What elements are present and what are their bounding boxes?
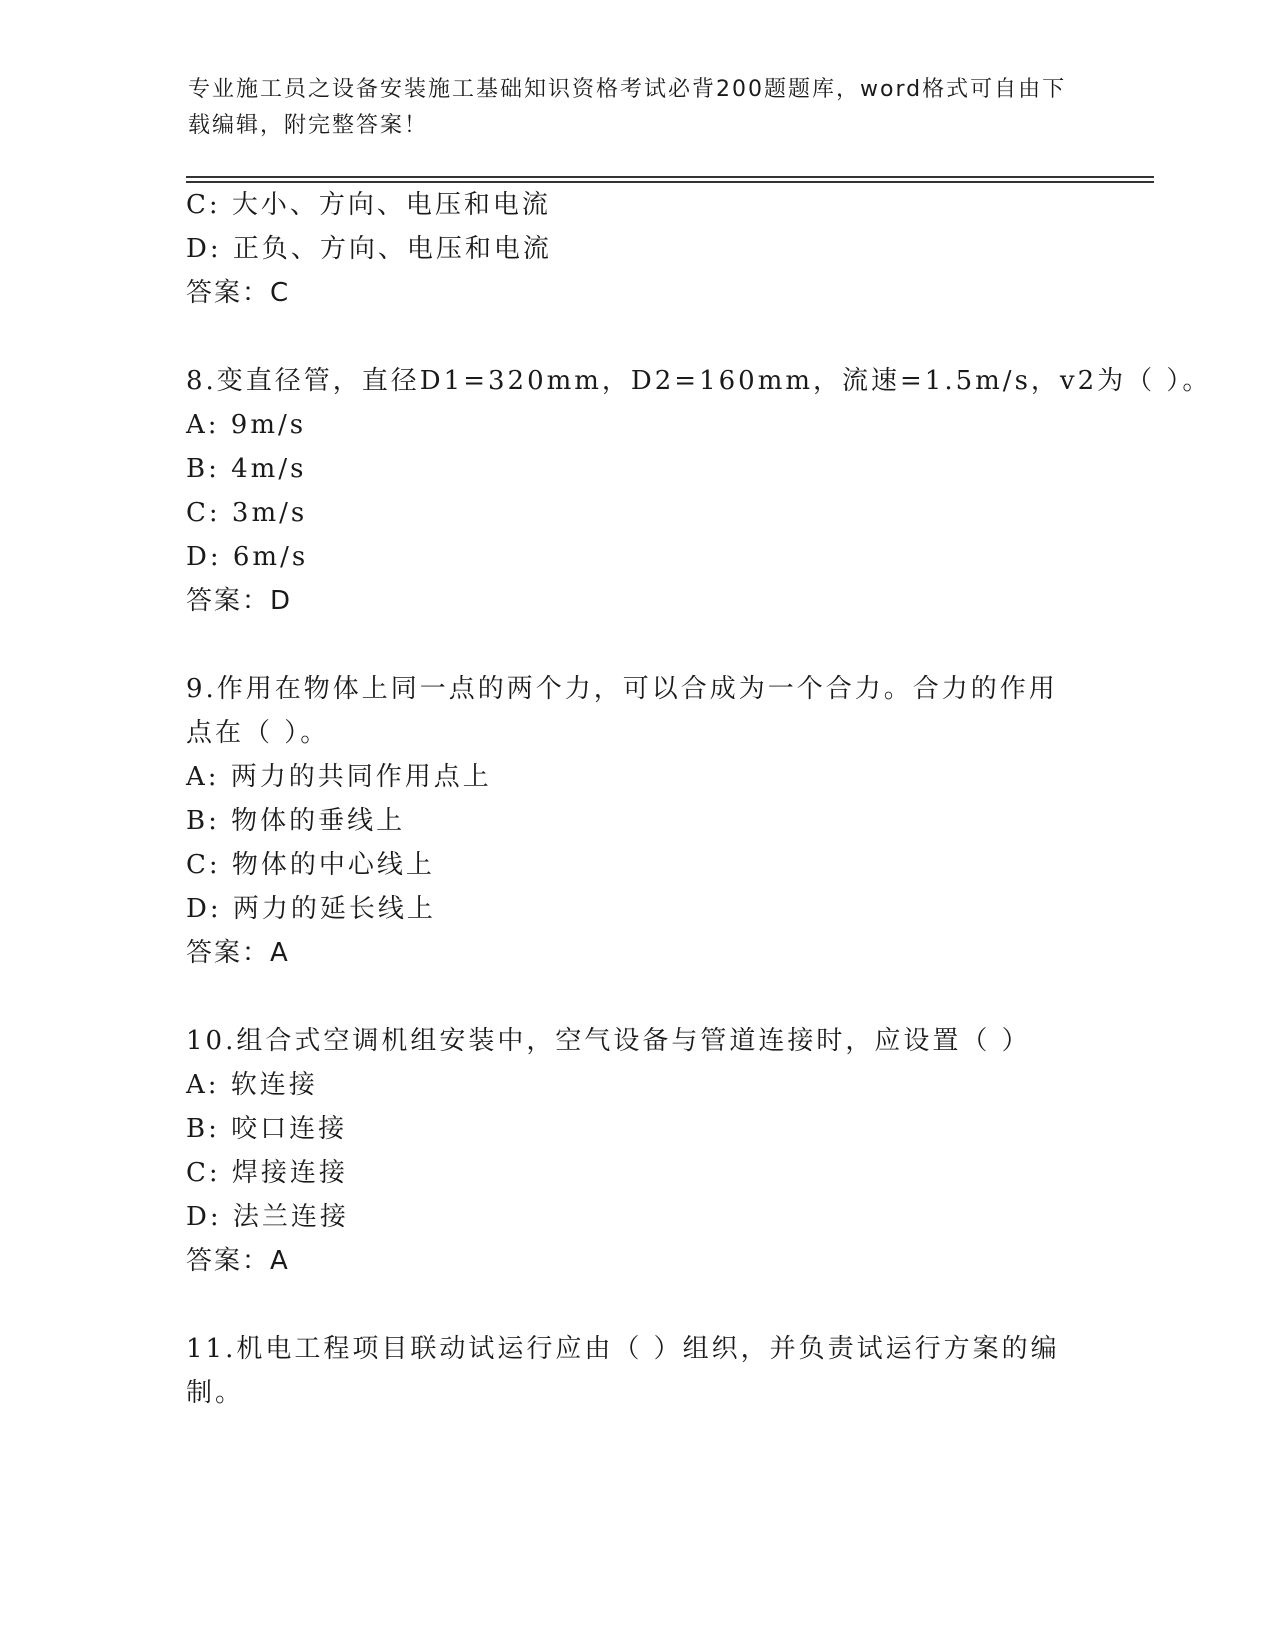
question-8-option-d: D: 6m/s bbox=[186, 542, 309, 572]
question-10-option-b: B: 咬口连接 bbox=[186, 1114, 348, 1144]
header-divider-top bbox=[186, 176, 1154, 178]
option-c: C: 大小、方向、电压和电流 bbox=[186, 190, 551, 220]
question-9-answer: 答案：A bbox=[186, 938, 290, 968]
answer-line: 答案：C bbox=[186, 278, 291, 308]
question-8-option-a: A: 9m/s bbox=[186, 410, 307, 440]
question-11-stem-line1: 11.机电工程项目联动试运行应由（ ）组织，并负责试运行方案的编 bbox=[186, 1334, 1060, 1364]
question-10-option-a: A: 软连接 bbox=[186, 1070, 318, 1100]
question-8-answer: 答案：D bbox=[186, 586, 293, 616]
option-d: D: 正负、方向、电压和电流 bbox=[186, 234, 552, 264]
question-8-option-b: B: 4m/s bbox=[186, 454, 307, 484]
question-9-option-d: D: 两力的延长线上 bbox=[186, 894, 436, 924]
document-header: 专业施工员之设备安装施工基础知识资格考试必背200题题库，word格式可自由下载编辑，附完整答案！ bbox=[188, 77, 1067, 138]
question-11-stem-line2: 制。 bbox=[186, 1378, 245, 1408]
question-8-stem: 8.变直径管，直径D1=320mm，D2=160mm，流速=1.5m/s，v2为（ ）。 bbox=[186, 366, 1212, 396]
question-10-stem: 10.组合式空调机组安装中，空气设备与管道连接时，应设置（ ） bbox=[186, 1026, 1031, 1056]
question-10-option-d: D: 法兰连接 bbox=[186, 1202, 349, 1232]
question-10-option-c: C: 焊接连接 bbox=[186, 1158, 348, 1188]
question-9-stem-line2: 点在（ ）。 bbox=[186, 718, 330, 748]
question-9-stem-line1: 9.作用在物体上同一点的两个力，可以合成为一个合力。合力的作用 bbox=[186, 674, 1058, 704]
header-divider-bottom bbox=[186, 181, 1154, 183]
question-9-option-c: C: 物体的中心线上 bbox=[186, 850, 435, 880]
question-9-option-b: B: 物体的垂线上 bbox=[186, 806, 406, 836]
question-9-option-a: A: 两力的共同作用点上 bbox=[186, 762, 492, 792]
question-8-option-c: C: 3m/s bbox=[186, 498, 308, 528]
question-10-answer: 答案：A bbox=[186, 1246, 290, 1276]
